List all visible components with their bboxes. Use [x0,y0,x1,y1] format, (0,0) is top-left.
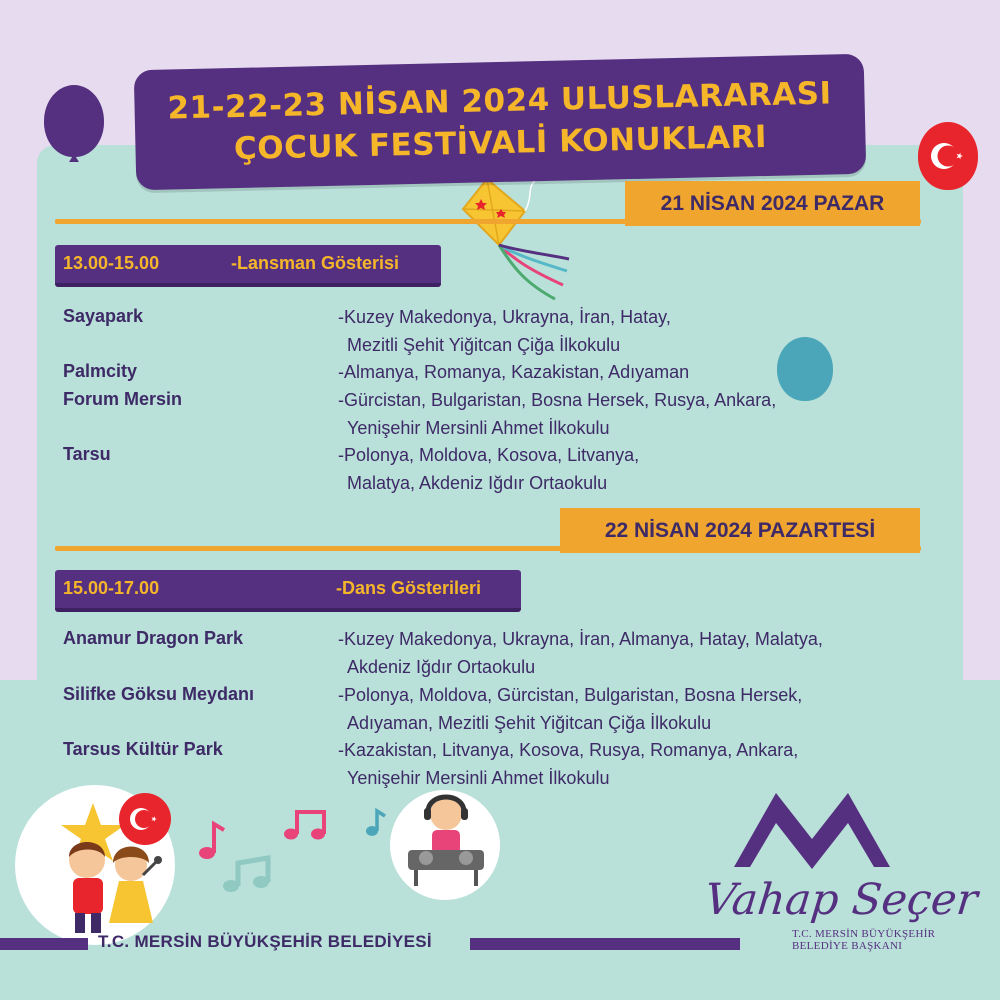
venue-guests [338,386,776,442]
title-line-1: 21-22-23 NİSAN 2024 ULUSLARARASI [167,75,832,127]
signature-title-line: T.C. MERSİN BÜYÜKŞEHİR [792,928,936,940]
time-bar-day1 [55,245,441,287]
venue-guests [338,681,802,737]
event-name: -Lansman Gösterisi [231,253,400,273]
balloon-icon [777,337,833,401]
event-name: -Dans Gösterileri [336,578,482,598]
venue-name: Silifke Göksu Meydanı [63,684,255,704]
venue-name: Sayapark [63,306,144,326]
title-line-2: ÇOCUK FESTİVALİ KONUKLARI [233,118,768,168]
guests-line: -Kuzey Makedonya, Ukrayna, İran, Almanya, Hatay, Malatya, [338,629,823,649]
venue-name: Tarsus Kültür Park [63,739,223,759]
time-range: 15.00-17.00 [63,578,160,598]
guests-line: -Polonya, Moldova, Gürcistan, Bulgaristan, Bosna Hersek, [338,685,803,705]
guests-line: Malatya, Akdeniz Iğdır Ortaokulu [347,473,608,493]
guests-line: Adıyaman, Mezitli Şehit Yiğitcan Çiğa İlkokulu [347,713,712,733]
footer-divider-right [470,938,740,950]
venue-name: Anamur Dragon Park [63,628,244,648]
venue-guests [338,303,671,359]
guests-line: -Polonya, Moldova, Kosova, Litvanya, [338,445,640,465]
venue-name: Forum Mersin [63,389,183,409]
footer-institution: T.C. MERSİN BÜYÜKŞEHİR BELEDİYESİ [98,932,432,951]
venue-name: Tarsu [63,444,111,464]
dj-child-illustration-icon [390,790,500,900]
guests-line: Yenişehir Mersinli Ahmet İlkokulu [347,768,610,788]
children-illustration-icon [15,785,175,945]
mersin-logo-icon [732,785,892,875]
venue-guests [338,441,639,497]
footer-divider-left [0,938,88,950]
venue-guests [338,358,689,386]
time-range: 13.00-15.00 [63,253,160,273]
music-note-icon [222,855,272,895]
date-label: 21 NİSAN 2024 PAZAR [625,181,920,226]
signature-title [792,928,935,952]
date-label: 22 NİSAN 2024 PAZARTESİ [560,508,920,553]
guests-line: -Kuzey Makedonya, Ukrayna, İran, Hatay, [338,307,671,327]
signature-title-line: BELEDİYE BAŞKANI [792,940,903,952]
time-bar-day2 [55,570,521,612]
balloon-icon [44,85,104,157]
guests-line: -Kazakistan, Litvanya, Kosova, Rusya, Romanya, Ankara, [338,740,799,760]
music-note-icon [365,808,387,838]
kite-icon [455,175,585,305]
turkish-flag-icon [918,122,978,190]
guests-line: Mezitli Şehit Yiğitcan Çiğa İlkokulu [347,335,621,355]
guests-line: Akdeniz Iğdır Ortaokulu [347,657,536,677]
signature: Vahap Seçer [702,875,980,925]
venue-name: Palmcity [63,361,138,381]
guests-line: Yenişehir Mersinli Ahmet İlkokulu [347,418,610,438]
venue-guests [338,736,798,792]
title-banner [134,54,867,191]
venue-guests [338,625,823,681]
music-note-icon [283,808,327,842]
guests-line: -Gürcistan, Bulgaristan, Bosna Hersek, Rusya, Ankara, [338,390,777,410]
guests-line: -Almanya, Romanya, Kazakistan, Adıyaman [338,362,690,382]
